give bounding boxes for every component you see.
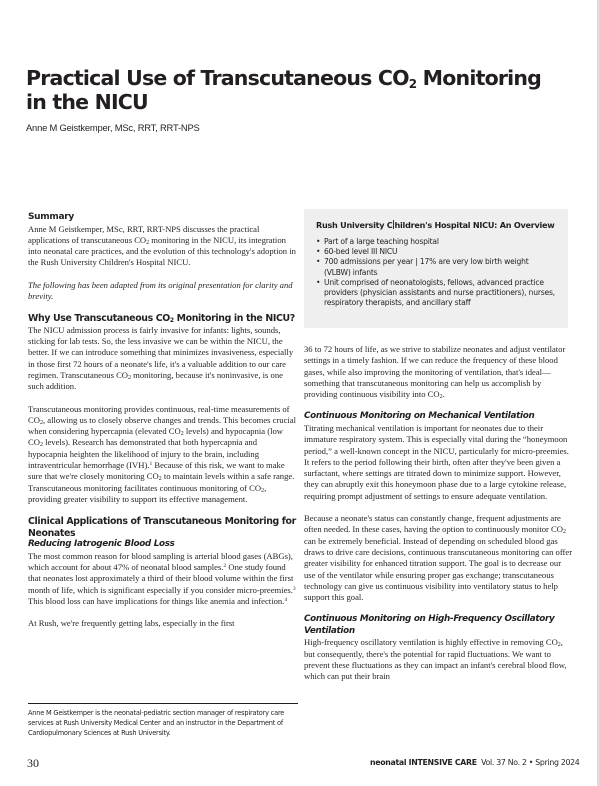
sidebar-list-item: • Part of a large teaching hospital	[316, 237, 439, 246]
mechanical-paragraph-2: Because a neonate's status can constantly change, frequent adjustments are often needed. In these cases, having the option to continuously monitor $CO_2$ can be extremely beneficial. Instead of depending on scheduled blood gas draws to drive care decisions, continuous transcutaneous monitoring can offer greater visibility for enhanced titration support. The goal is to decrease our use of the ventilator while ensuring proper gas exchange; transcutaneous technology can give us continuous visibility into ventilatory status to help support this goal.	[304, 513, 573, 603]
author-footnote: Anne M Geistkemper is the neonatal-pediatric section manager of respiratory care services at Rush University Medical Center and an instructor in the Department of Cardiopulmonary Sciences at Rush University.	[28, 709, 285, 737]
mechanical-ventilation-heading: Continuous Monitoring on Mechanical Ventilation	[304, 411, 535, 422]
hfov-heading: Continuous Monitoring on High-Frequency Oscillatory Ventilation	[304, 614, 555, 636]
journal-footer	[370, 758, 579, 767]
why-heading: Why Use Transcutaneous $CO_2$ Monitoring in the NICU?	[28, 313, 295, 325]
journal-brand: neonatal INTENSIVE CARE	[370, 758, 477, 767]
why-paragraph-1: The NICU admission process is fairly invasive for infants: lights, sounds, sticking for lab tests. So, the less invasive we can be within the NICU, the better. If we can introduce something that minimizes invasiveness, especially in those first 72 hours of a neonate's life, it's a valuable addition to our care regimen. Transcutaneous $CO_2$ monitoring, because it's noninvasive, is one such addition.	[28, 324, 294, 392]
footnote-divider	[28, 703, 298, 704]
mechanical-paragraph-1: Titrating mechanical ventilation is important for neonates due to their immature respiratory system. This is especially vital during the “honeymoon period,” a well-known concept in the NICU, particularly for micro-preemies. It refers to the period following their birth, often after they've been given a surfactant, where settings are titrated down to minimize support. However, they can abruptly exit this honeymoon phase due to a large cytokine release, requiring prompt adjustment of settings to ensure adequate ventilation.	[304, 422, 569, 501]
why-paragraph-2: Transcutaneous monitoring provides continuous, real-time measurements of $CO_2$, allowing us to closely observe changes and trends. This becomes crucial when considering hypercapnia (elevated $CO_2$ levels) and hypocapnia (low $CO_2$ levels). Research has demonstrated that both hypercapnia and hypocapnia heighten the likelihood of injury to the brain, including intraventricular hemorrhage (IVH).$^1$ Because of this risk, we want to make sure that we're closely monitoring $CO_2$ to maintain levels within a safe range. Transcutaneous monitoring facilitates continuous monitoring of $CO_2$, providing greater visibility to support its effective management.	[28, 403, 297, 504]
adapted-note: The following has been adapted from its original presentation for clarity and brevity.	[28, 279, 293, 301]
page-number: 30	[27, 756, 39, 770]
article-title: Practical Use of Transcutaneous $CO_2$ Monitoring in the NICU	[26, 66, 542, 114]
left-column	[28, 212, 298, 630]
sidebar-title: Rush University C hildren's Hospital NICU: An Overview	[316, 220, 555, 230]
continued-paragraph: 36 to 72 hours of life, as we strive to stabilize neonates and adjust ventilator settings in a timely fashion. If we can reduce the frequency of these blood gases, while also improving the monitoring of ventilation, that's ideal—something that transcutaneous monitoring can help us accomplish by providing continuous visibility into $CO_2$.	[304, 344, 566, 401]
summary-heading: Summary	[28, 212, 74, 222]
clinical-heading: Clinical Applications of Transcutaneous Monitoring for Neonates	[28, 516, 296, 539]
sidebar-list-item: • Unit comprised of neonatologists, fellows, advanced practice providers (physician assistants and nurse practitioners), nurses, respiratory therapists, and ancillary staff	[316, 277, 555, 308]
sidebar-list-item: • 60-bed level III NICU	[316, 247, 398, 257]
right-column	[304, 344, 574, 683]
blood-loss-paragraph: The most common reason for blood sampling is arterial blood gases (ABGs), which account for about 47% of neonatal blood samples.$^2$ One study found that neonates lost approximately a third of their blood volume within the first month of life, which is significant especially if you consider micro-preemies.$^3$ This blood loss can have implications for things like anemia and infection.$^4$	[28, 550, 296, 606]
sidebar-list	[316, 237, 556, 308]
journal-issue: Vol. 37 No. 2 • Spring 2024	[481, 758, 580, 767]
summary-text: Anne M Geistkemper, MSc, RRT, RRT-NPS discusses the practical applications of transcutaneous $CO_2$ monitoring in the NICU, its integration into neonatal care practices, and the evolution of this technology's adoption in the Rush University Children's Hospital NICU.	[28, 223, 296, 268]
sidebar-box	[304, 209, 568, 328]
rush-labs-paragraph: At Rush, we're frequently getting labs, especially in the first	[28, 618, 235, 629]
sidebar-list-item: • 700 admissions per year | 17% are very low birth weight (VLBW) infants	[316, 257, 529, 277]
hfov-paragraph: High-frequency oscillatory ventilation is highly effective in removing $CO_2$, but consequently, there's the potential for rapid fluctuations. We want to prevent these fluctuations as they can impact an infant's cerebral blood flow, which can put their brain	[304, 637, 567, 682]
author-byline: Anne M Geistkemper, MSc, RRT, RRT-NPS	[26, 122, 200, 133]
blood-loss-subheading: Reducing Iatrogenic Blood Loss	[28, 539, 175, 550]
